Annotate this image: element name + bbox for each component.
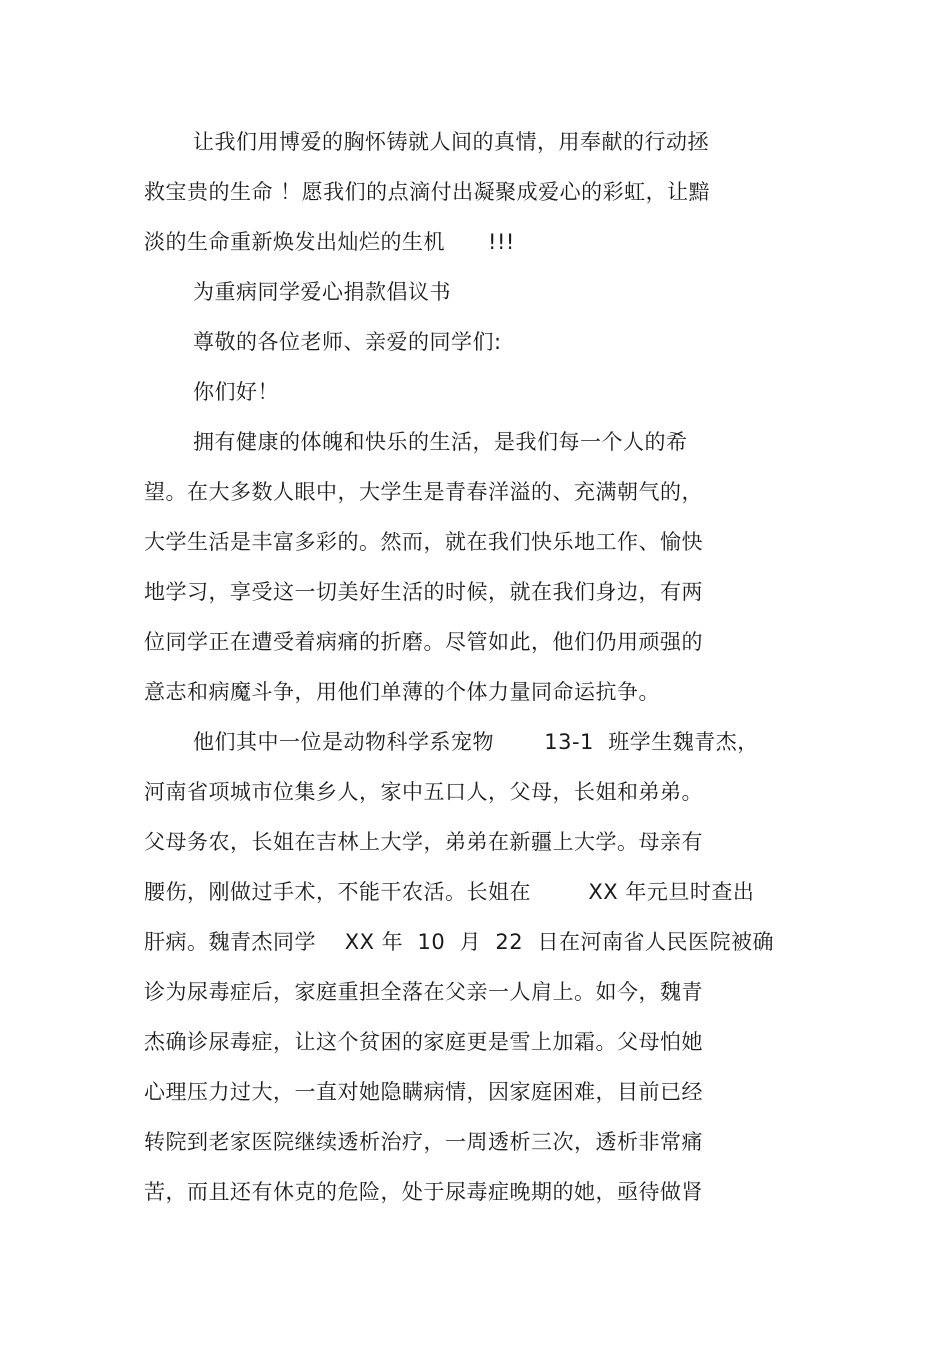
text-line: 河南省项城市位集乡人，家中五口人，父母，长姐和弟弟。 bbox=[144, 780, 703, 804]
text-line: 腰伤，刚做过手术，不能干农活。长姐在 XX 年元旦时查出 bbox=[144, 880, 755, 904]
text-line: 诊为尿毒症后，家庭重担全落在父亲一人肩上。如今，魏青 bbox=[144, 980, 703, 1004]
text-line: 转院到老家医院继续透析治疗，一周透析三次，透析非常痛 bbox=[144, 1130, 703, 1154]
text-line: 苦，而且还有休克的危险，处于尿毒症晚期的她，亟待做肾 bbox=[144, 1180, 703, 1204]
text-line: 杰确诊尿毒症，让这个贫困的家庭更是雪上加霜。父母怕她 bbox=[144, 1030, 703, 1054]
text-line: 淡的生命重新焕发出灿烂的生机 !!! bbox=[144, 230, 515, 254]
text-line: 肝病。魏青杰同学 XX 年 10 月 22 日在河南省人民医院被确 bbox=[144, 930, 774, 954]
salutation: 尊敬的各位老师、亲爱的同学们: bbox=[193, 330, 502, 354]
text-line: 望。在大多数人眼中，大学生是青春洋溢的、充满朝气的， bbox=[144, 480, 703, 504]
text-line: 父母务农，长姐在吉林上大学，弟弟在新疆上大学。母亲有 bbox=[144, 830, 703, 854]
text-line: 意志和病魔斗争，用他们单薄的个体力量同命运抗争。 bbox=[144, 680, 660, 704]
text-line: 位同学正在遭受着病痛的折磨。尽管如此，他们仍用顽强的 bbox=[144, 630, 703, 654]
text-line: 心理压力过大，一直对她隐瞒病情，因家庭困难，目前已经 bbox=[144, 1080, 703, 1104]
text-line: 救宝贵的生命 ！愿我们的点滴付出凝聚成爱心的彩虹，让黯 bbox=[144, 180, 711, 204]
text-line: 大学生活是丰富多彩的。然而，就在我们快乐地工作、愉快 bbox=[144, 530, 703, 554]
text-line: 他们其中一位是动物科学系宠物 13-1 班学生魏青杰， bbox=[193, 730, 759, 754]
text-line: 地学习，享受这一切美好生活的时候，就在我们身边，有两 bbox=[144, 580, 703, 604]
greeting: 你们好！ bbox=[193, 380, 279, 404]
section-title: 为重病同学爱心捐款倡议书 bbox=[193, 280, 451, 304]
text-line: 让我们用博爱的胸怀铸就人间的真情，用奉献的行动拯 bbox=[193, 130, 709, 154]
text-line: 拥有健康的体魄和快乐的生活，是我们每一个人的希 bbox=[193, 430, 688, 454]
